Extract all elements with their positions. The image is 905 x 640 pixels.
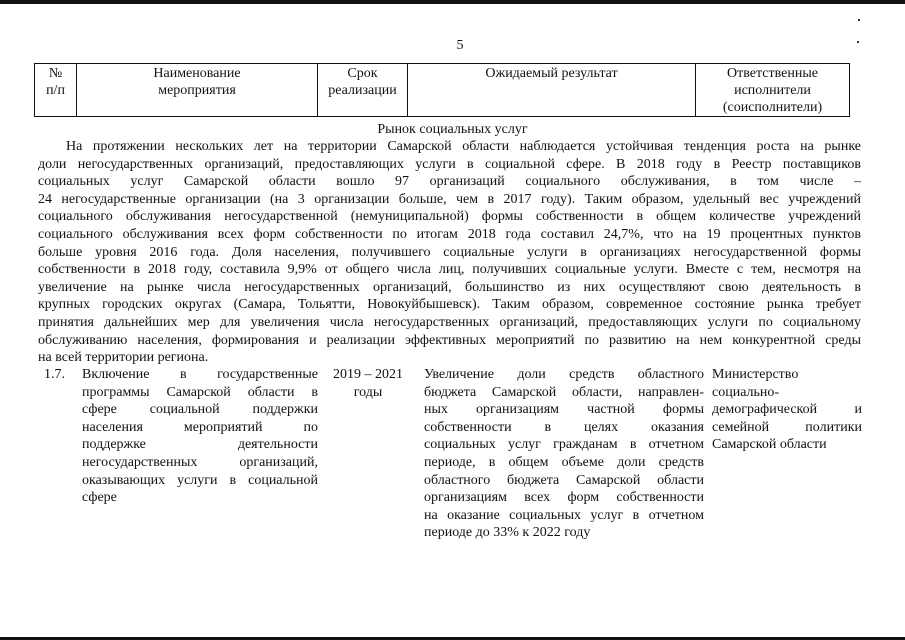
paragraph-line: 24 негосударственные организации (на 3 организации больше, чем в 2017 году). Таким образом, удельный вес учреждений bbox=[38, 191, 861, 207]
header-number-label: № bbox=[48, 66, 63, 81]
scan-speck bbox=[858, 19, 860, 21]
body-paragraph bbox=[38, 138, 861, 367]
paragraph-line: социального обслуживания всех форм собственности по итогам 2018 года составил 24,7%, что на 19 процентных пунктов bbox=[38, 226, 861, 242]
result-line: бюджета Самарской области, направлен- bbox=[424, 384, 704, 400]
result-line: на оказание социальных услуг в отчетном bbox=[424, 507, 704, 523]
header-term-sublabel: реализации bbox=[328, 83, 397, 98]
result-line: собственности в целях оказания bbox=[424, 419, 704, 435]
header-term-label: Срок bbox=[347, 66, 378, 81]
scan-speck bbox=[857, 41, 859, 43]
paragraph-line: На протяжении нескольких лет на территории Самарской области наблюдается устойчивая тенденция роста на рынке bbox=[66, 139, 861, 154]
responsible-line: демографической и bbox=[712, 402, 862, 418]
measure-name-line: программы Самарской области в bbox=[82, 384, 318, 400]
paragraph-line: крупных городских округах (Самара, Тольятти, Новокуйбышевск). Таким образом, современное состояние рынка требует bbox=[38, 297, 861, 313]
result-line: организациям всех форм собственности bbox=[424, 490, 704, 506]
table-header bbox=[34, 63, 850, 117]
header-name-label: Наименование bbox=[153, 66, 241, 81]
header-result-label: Ожидаемый результат bbox=[485, 66, 618, 81]
result-line: социальных услуг гражданам в отчетном bbox=[424, 437, 704, 453]
scan-top-edge bbox=[0, 0, 905, 4]
result-line: областного бюджета Самарской области bbox=[424, 472, 704, 488]
paragraph-line: больше уровня 2016 года. Доля населения, получившего социальные услуги в организациях негосударственной формы bbox=[38, 244, 861, 260]
paragraph-line: собственности в 2018 году, составила 9,9% от общего числа лиц, получивших социальные услуги. Вместе с тем, несмотря на bbox=[38, 262, 861, 278]
paragraph-line: на всей территории региона. bbox=[38, 350, 209, 366]
term-unit: годы bbox=[353, 384, 383, 400]
term-years: 2019 – 2021 bbox=[333, 367, 403, 382]
header-name-sublabel: мероприятия bbox=[158, 83, 236, 98]
paragraph-line: увеличение на рынке числа негосударственных организаций, большинство из них осуществляют свою деятельность в bbox=[38, 279, 861, 295]
header-number-cell bbox=[35, 64, 77, 117]
measure-name-line: Включение в государственные bbox=[82, 367, 318, 382]
paragraph-line: обслуживанию населения, формирования и реализации эффективных мероприятий по развитию на нем конкурентной среды bbox=[38, 332, 861, 348]
measure-name-line: поддержке деятельности bbox=[82, 437, 318, 453]
header-responsible-label: Ответственные bbox=[727, 66, 818, 81]
responsible-line: семейной политики bbox=[712, 419, 862, 435]
row-measure-name bbox=[82, 366, 318, 507]
header-name-cell bbox=[77, 64, 318, 117]
result-line: периоде, в общем объеме доли средств bbox=[424, 454, 704, 470]
row-expected-result bbox=[424, 366, 704, 542]
result-line: периоде до 33% к 2022 году bbox=[424, 525, 591, 541]
row-term bbox=[322, 366, 414, 401]
measure-name-line: сфере bbox=[82, 490, 117, 506]
header-number-sublabel: п/п bbox=[46, 83, 65, 98]
header-result-cell bbox=[408, 64, 696, 117]
section-title: Рынок социальных услуг bbox=[377, 122, 528, 137]
paragraph-line: социальных услуг Самарской области вошло 97 организаций социального обслуживания, в том числе – bbox=[38, 174, 861, 190]
row-number: 1.7. bbox=[44, 367, 65, 382]
paragraph-line: доли негосударственных организаций, предоставляющих услуги в социальной сфере. В 2018 году в Реестр поставщиков bbox=[38, 156, 861, 172]
row-responsible bbox=[712, 366, 862, 454]
header-responsible-cell bbox=[696, 64, 850, 117]
page-number: 5 bbox=[456, 38, 464, 53]
result-line: ных организациям частной формы bbox=[424, 402, 704, 418]
measure-name-line: сфере социальной поддержки bbox=[82, 402, 318, 418]
responsible-line: социально- bbox=[712, 384, 780, 400]
header-term-cell bbox=[318, 64, 408, 117]
result-line: Увеличение доли средств областного bbox=[424, 367, 704, 382]
measure-name-line: негосударственных организаций, bbox=[82, 454, 318, 470]
header-responsible-sublabel: исполнители bbox=[734, 83, 811, 98]
responsible-line: Самарской области bbox=[712, 437, 827, 453]
paragraph-line: принятия дальнейших мер для увеличения числа негосударственных организаций, предоставляющих услуги по социальному bbox=[38, 314, 861, 330]
header-responsible-note: (соисполнители) bbox=[722, 100, 823, 115]
measure-name-line: населения мероприятий по bbox=[82, 419, 318, 435]
measure-name-line: оказывающих услуги в социальной bbox=[82, 472, 318, 488]
paragraph-line: социального обслуживания негосударственной (немуниципальной) формы собственности в общем количестве учреждений bbox=[38, 209, 861, 225]
responsible-line: Министерство bbox=[712, 367, 799, 382]
